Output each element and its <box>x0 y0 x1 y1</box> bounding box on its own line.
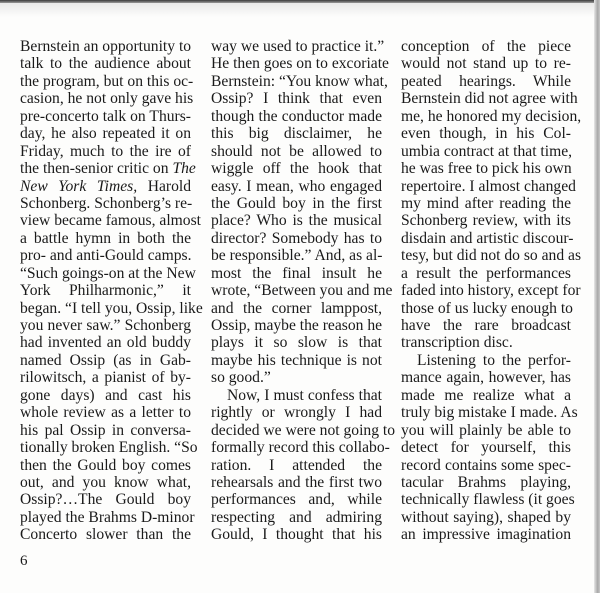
text-line: record contains some spec- <box>401 456 571 474</box>
text-line: casion, he not only gave his <box>20 90 194 108</box>
text-line: made me realize what a <box>401 386 571 404</box>
text-line: “Such goings-on at the New <box>20 264 196 282</box>
text-line: those of us lucky enough to <box>401 299 573 317</box>
text-line: though the conductor made <box>211 107 382 125</box>
text-line: director? Somebody has to <box>211 229 382 247</box>
text-line: wrote, “Between you and me <box>211 282 393 300</box>
text-line: me, he honored my decision, <box>401 107 582 125</box>
text-line: respecting and admiring <box>211 508 382 526</box>
text-line: then the Gould boy comes <box>20 456 191 474</box>
newspaper-title-italic: New York Times, <box>20 177 138 195</box>
newspaper-title-italic: The <box>172 160 196 178</box>
text-line: conception of the piece <box>401 38 571 55</box>
text-line: detect for yourself, this <box>401 439 571 457</box>
text-line: he was free to pick his own <box>401 160 572 178</box>
text-line: rilowitsch, a pianist of by- <box>20 369 191 387</box>
text-line: rehearsals and the first two <box>211 473 382 491</box>
text-line: way we used to practice it.” <box>211 38 385 55</box>
text-line: place? Who is the musical <box>211 212 382 230</box>
text-column-2 <box>211 38 396 544</box>
text-line: an impressive imagination <box>401 526 571 544</box>
text-line: ration. I attended the <box>211 456 382 474</box>
text-line: view became famous, almost <box>20 212 202 230</box>
text-line: Ossip?…The Gould boy <box>20 491 191 509</box>
text-line: technically flawless (it goes <box>401 491 575 509</box>
text-line: wiggle off the hook that <box>211 160 382 178</box>
text-line: performances and, while <box>211 491 382 509</box>
text-line: most the final insult he <box>211 264 382 282</box>
text-line-with-italic <box>20 178 191 195</box>
text-line: have the rare broadcast <box>401 317 571 334</box>
text-line: a result the performances <box>401 264 571 282</box>
text-line: maybe his technique is not <box>211 351 382 369</box>
text-column-1 <box>20 38 203 544</box>
paragraph-start-line: Listening to the perfor- <box>417 351 571 369</box>
text-line: my mind after reading the <box>401 194 571 212</box>
text-line: a battle hymn in both the <box>20 229 191 247</box>
paragraph-end-line: so good.” <box>211 369 271 387</box>
text-line: out, and you know what, <box>20 473 191 491</box>
text-line: repertoire. I almost changed <box>401 177 576 195</box>
text-line: played the Brahms D-minor <box>20 508 195 526</box>
text-line: tesy, but did not do so and as <box>401 247 582 265</box>
scan-top-shadow <box>0 3 600 17</box>
text-line: easy. I mean, who engaged <box>211 177 382 195</box>
text-line: decided we were not going to <box>211 421 396 439</box>
text-line-with-italic <box>20 160 196 178</box>
text-line: Schonberg review, with its <box>401 212 571 230</box>
text-line: disdain and artistic discour- <box>401 229 574 247</box>
text-line: Concerto slower than the <box>20 526 191 544</box>
text-line: mance again, however, has <box>401 369 571 387</box>
text-line: day, he also repeated it on <box>20 125 191 143</box>
text-plain: Harold <box>147 177 191 195</box>
text-line: plays it so slow is that <box>211 334 382 352</box>
text-line: gone days) and cast his <box>20 386 191 404</box>
text-line: Gould, I thought that his <box>211 526 382 544</box>
text-line: talk to the audience about <box>20 55 191 73</box>
paragraph-end-line: transcription disc. <box>401 334 513 352</box>
text-line: faded into history, except for <box>401 282 581 300</box>
text-line: Schonberg. Schonberg’s re- <box>20 194 193 212</box>
text-line: should not be allowed to <box>211 142 382 160</box>
text-line: Ossip, maybe the reason he <box>211 317 383 334</box>
text-line: York Philharmonic,” it <box>20 282 191 300</box>
text-line: Ossip? I think that even <box>211 90 382 108</box>
text-line: this big disclaimer, he <box>211 125 382 143</box>
text-line: He then goes on to excoriate <box>211 55 389 73</box>
text-line: even though, in his Col- <box>401 125 571 143</box>
text-line: umbia contract at that time, <box>401 142 573 160</box>
scan-right-edge <box>594 0 600 593</box>
paragraph-start-line: Now, I must confess that <box>227 386 382 404</box>
text-line: began. “I tell you, Ossip, like <box>20 299 203 317</box>
text-line: peated hearings. While <box>401 72 571 90</box>
text-column-3 <box>401 38 582 544</box>
text-line: formally record this collabo- <box>211 439 390 457</box>
text-line: named Ossip (as in Gab- <box>20 351 191 369</box>
text-line: Bernstein an opportunity to <box>20 38 192 55</box>
text-line: whole review as a letter to <box>20 404 191 422</box>
text-plain: the then-senior critic on <box>20 160 169 178</box>
text-line: and the corner lamppost, <box>211 299 382 317</box>
text-line: Bernstein: “You know what, <box>211 72 388 90</box>
text-line: truly big mistake I made. As <box>401 404 578 422</box>
text-line: you never saw.” Schonberg <box>20 317 191 334</box>
text-line: the program, but on this oc- <box>20 72 194 90</box>
text-line: pre-concerto talk on Thurs- <box>20 107 191 125</box>
text-line: pro- and anti-Gould camps. <box>20 247 192 265</box>
text-line: without saying), shaped by <box>401 508 571 526</box>
text-line: the Gould boy in the first <box>211 194 382 212</box>
text-line: be responsible.” And, as al- <box>211 247 383 265</box>
text-line: would not stand up to re- <box>401 55 571 73</box>
text-line: had invented an old buddy <box>20 334 191 352</box>
text-line: tionally broken English. “So <box>20 439 198 457</box>
text-line: rightly or wrongly I had <box>211 404 382 422</box>
text-line: you will plainly be able to <box>401 421 571 439</box>
text-line: Friday, much to the ire of <box>20 142 191 160</box>
text-line: Bernstein did not agree with <box>401 90 578 108</box>
page-number: 6 <box>20 553 28 569</box>
text-line: his pal Ossip in conversa- <box>20 421 191 439</box>
text-line: tacular Brahms playing, <box>401 473 571 491</box>
